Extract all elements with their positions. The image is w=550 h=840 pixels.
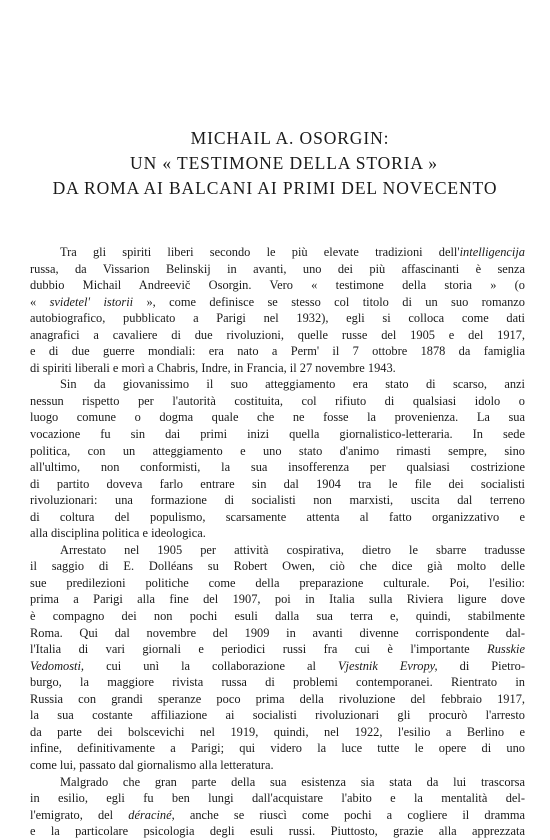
text-run: vocazione fu sin dai primi inizi quella giornalistico-letteraria. In sede bbox=[30, 427, 525, 442]
text-run: e di due guerre mondiali: era nato a Perm' il 7 ottobre 1878 da famiglia bbox=[30, 344, 525, 359]
text-line bbox=[30, 343, 525, 360]
text-run: Arrestato nel 1905 per attività cospirativa, dietro le sbarre tradusse bbox=[60, 542, 525, 557]
text-run: sue predilezioni politiche come della preparazione culturale. Poi, l'esilio: bbox=[30, 575, 525, 590]
text-line bbox=[30, 426, 525, 443]
paragraph bbox=[30, 542, 525, 774]
text-line bbox=[30, 509, 525, 526]
text-line bbox=[30, 658, 525, 675]
italic-text: Vjestnik Evropy, bbox=[337, 658, 438, 673]
text-run: Tra gli spiriti liberi secondo le più elevate tradizioni dell' bbox=[60, 245, 460, 259]
text-run: prima a Parigi alla fine del 1907, poi in Italia sulla Riviera ligure dove bbox=[30, 592, 525, 607]
text-run: anche se riuscì come pochi a cogliere il dramma bbox=[174, 807, 525, 822]
text-line bbox=[30, 674, 525, 691]
text-run: l'emigrato, del bbox=[30, 807, 129, 822]
text-line bbox=[30, 608, 525, 625]
text-run: e la particolare psicologia degli esuli russi. Piuttosto, grazie alla apprezzata bbox=[30, 824, 525, 839]
text-run: russa, da Vissarion Belinskij in avanti, uno dei più affascinanti è senza bbox=[30, 261, 525, 276]
text-run: l'Italia di vari giornali e periodici russi fra cui è l'importante bbox=[30, 642, 488, 657]
text-run: alla disciplina politica e ideologica. bbox=[30, 526, 206, 541]
text-line bbox=[30, 261, 525, 278]
text-line bbox=[30, 774, 525, 791]
text-run: infine, definitivamente a Parigi; qui videro la luce tutte le opere di uno bbox=[30, 741, 525, 756]
text-run: come lui, passato dal giornalismo alla letteratura. bbox=[30, 757, 274, 772]
text-run: la sua costante affiliazione ai socialisti rivoluzionari gli procurò l'arresto bbox=[30, 708, 525, 723]
text-run: politica, con un atteggiamento e uno stato d'animo rimasti sempre, sino bbox=[30, 443, 525, 458]
text-line bbox=[30, 443, 525, 460]
title-subtitle: DA ROMA AI BALCANI AI PRIMI DEL NOVECENTO bbox=[52, 178, 498, 198]
text-line bbox=[30, 575, 525, 592]
paragraph bbox=[30, 376, 525, 541]
text-run: anagrafici a cavaliere di due rivoluzioni, quelle russe del 1905 e del 1917, bbox=[30, 327, 525, 342]
text-run: », come definisce se stesso col titolo di un suo romanzo bbox=[133, 294, 525, 309]
title-main: UN « TESTIMONE DELLA STORIA » bbox=[130, 153, 438, 173]
text-run: rivoluzionari: una formazione di socialisti non marxisti, uscita dal terreno bbox=[30, 493, 525, 508]
text-line bbox=[30, 492, 525, 509]
text-line bbox=[30, 409, 525, 426]
text-run: Roma. Qui dal novembre del 1909 in avanti divenne corrispondente dal- bbox=[30, 625, 525, 640]
article-title bbox=[0, 126, 550, 201]
text-line bbox=[30, 691, 525, 708]
text-run: burgo, la maggiore rivista russa di problemi contemporanei. Rientrato in bbox=[30, 675, 525, 690]
text-run: Russia con grandi speranze poco prima della rivoluzione del febbraio 1917, bbox=[30, 691, 525, 706]
text-line bbox=[30, 591, 525, 608]
text-run: di spiriti liberali e morì a Chabris, Indre, in Francia, il 27 novembre 1943. bbox=[30, 360, 396, 375]
article-body bbox=[30, 244, 525, 840]
text-run: da parte dei bolscevichi nel 1919, quindi, nel 1922, l'esilio a Berlino e bbox=[30, 724, 525, 739]
text-line bbox=[30, 740, 525, 757]
text-run: è compagno dei non pochi esuli dalla sua terra e, quindi, stabilmente bbox=[30, 609, 525, 624]
text-line bbox=[30, 310, 525, 327]
text-run: di coltura del populismo, scarsamente attenta al fatto organizzativo e bbox=[30, 509, 525, 524]
text-line bbox=[30, 277, 525, 294]
paragraph bbox=[30, 774, 525, 840]
text-line bbox=[30, 327, 525, 344]
text-line bbox=[30, 558, 525, 575]
italic-text: svidetel' istorii bbox=[49, 294, 134, 309]
text-run: dubbio Michail Andreevič Osorgin. Vero « testimone della storia » (o bbox=[30, 278, 525, 293]
text-run: luogo comune o dogma quale che ne fosse la provenienza. La sua bbox=[30, 410, 525, 425]
text-line bbox=[30, 790, 525, 807]
text-run: in esilio, egli fu ben lungi dall'acquistare l'abito e la mentalità del- bbox=[30, 791, 525, 806]
text-line bbox=[30, 542, 525, 559]
text-run: di Pietro- bbox=[437, 658, 525, 673]
italic-text: Vedomosti, bbox=[30, 658, 85, 673]
text-line bbox=[30, 823, 525, 840]
text-line bbox=[30, 244, 525, 261]
italic-text: déraciné, bbox=[128, 807, 175, 822]
text-run: « bbox=[30, 294, 50, 309]
text-line bbox=[30, 707, 525, 724]
text-line bbox=[30, 393, 525, 410]
text-run: all'ultimo, non conformisti, la sua insofferenza per qualsiasi costrizione bbox=[30, 460, 525, 475]
text-line bbox=[30, 294, 525, 311]
text-line bbox=[30, 476, 525, 493]
text-run: il saggio di E. Dolléans su Robert Owen, ciò che dice già molto delle bbox=[30, 559, 525, 574]
text-run: Malgrado che gran parte della sua esistenza sia stata da lui trascorsa bbox=[60, 774, 525, 789]
italic-text: intelligencija bbox=[459, 245, 525, 259]
text-line bbox=[30, 641, 525, 658]
title-author: MICHAIL A. OSORGIN: bbox=[190, 128, 390, 148]
text-line bbox=[30, 724, 525, 741]
italic-text: Russkie bbox=[487, 642, 525, 657]
text-run: cui unì la collaborazione al bbox=[84, 658, 338, 673]
text-line bbox=[30, 525, 525, 542]
text-run: Sin da giovanissimo il suo atteggiamento era stato di scarso, anzi bbox=[60, 377, 525, 392]
text-line bbox=[30, 625, 525, 642]
text-line bbox=[30, 757, 525, 774]
text-line bbox=[30, 376, 525, 393]
text-run: di partito doveva farlo entrare sin dal 1904 tra le file dei socialisti bbox=[30, 476, 525, 491]
text-line bbox=[30, 459, 525, 476]
text-run: autobiografico, pubblicato a Parigi nel 1932), egli si colloca come dati bbox=[30, 311, 525, 326]
text-run: nessun rispetto per l'autorità costituita, col rifiuto di qualsiasi idolo o bbox=[30, 393, 525, 408]
paragraph bbox=[30, 244, 525, 376]
text-line bbox=[30, 807, 525, 824]
text-line bbox=[30, 360, 525, 377]
